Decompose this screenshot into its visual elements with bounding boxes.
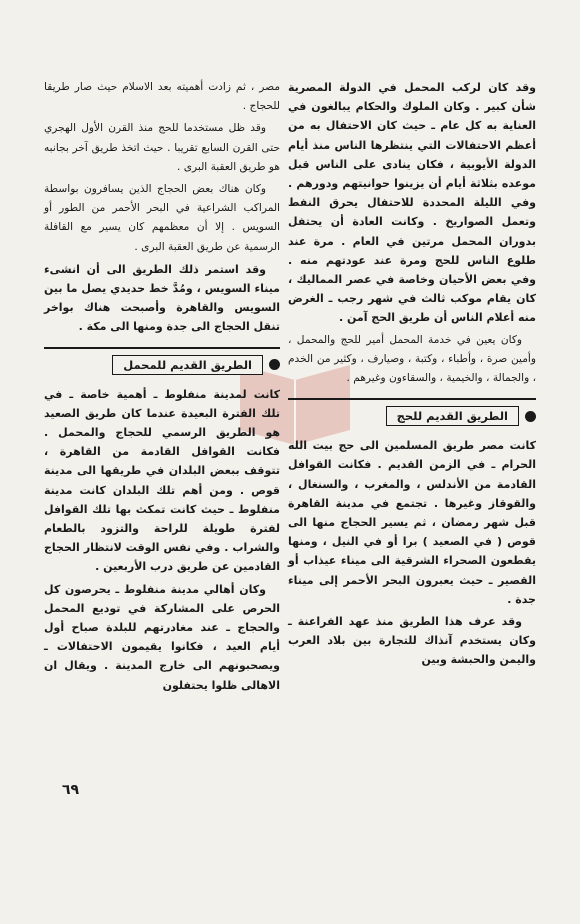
paragraph: وقد استمر ذلك الطريق الى أن انشىء ميناء السويس ، ومُدَّ خط حديدي يصل ما بين السويس والقاهرة وأصبحت هناك بواخر تنقل الحجاج الى جدة ومنها الى مكة . [44,262,280,334]
right-column [288,78,536,673]
paragraph: كانت لمدينة منفلوط ـ أهمية خاصة ـ في تلك الفترة البعيدة عندما كان طريق الصعيد هو الطريق الرسمي للحجاج والمحمل . فكانت القوافل القادمة من القاهرة ، تتوقف ببعض البلدان في طريقها الى مدينة قوص . ومن أهم تلك البلدان كانت مدينة منفلوط ـ حيث كانت تمكث بها تلك القوافل لفترة طويلة للراحة والتزود بالطعام والشراب . وفي نفس الوقت لانتظار الحجاج القادمين عن طريق درب الأربعين . [44,387,280,574]
section-divider [288,398,536,400]
section-divider [44,347,280,349]
paragraph: وكان يعين في خدمة المحمل أمير للحج والمحمل ، وأمين صرة ، وأطباء ، وكتبة ، وصيارف ، وكثير من الخدم ، والجمالة ، والخيمية ، والسقاءون وغيرهم . [288,333,536,385]
section-heading [288,406,536,426]
paragraph: وكان هناك بعض الحجاج الذين يسافرون بواسطة المراكب الشراعية في البحر الأحمر من الطور أو السويس . إلا أن معظمهم كان يسير مع القافلة الرسمية عن طريق العقبة البرى . [44,183,280,253]
paragraph: وقد عرف هذا الطريق منذ عهد الفراعنة ـ وكان يستخدم آنذاك للتجارة بين بلاد العرب واليمن والحبشة وبين [288,615,536,667]
left-column [44,78,280,698]
paragraph: وقد كان لركب المحمل في الدولة المصرية شأن كبير . وكان الملوك والحكام يبالغون في العناية به كل عام ـ حيث كان الاحتفال به من أعظم الاحتفالات التي ينتظرها الناس منذ أيام الدولة الأيوبية ، فكان ينادى على الناس قبل موعده بثلاثة أيام أن يزينوا حوانيتهم ودورهم . وفي الليلة المحددة للاحتفال يحرق النفط وتعمل الصواريخ . وكانت العادة أن يحتفل بدوران المحمل مرتين في العام . مرة عند طلوع الناس للحج ومرة عند عودتهم منه . وفي بعض الأحيان وخاصة في عصر المماليك ، كان يقام موكب ثالث في شهر رجب ـ الغرض منه أعلام الناس أن طريق الحج آمن . [288,81,536,325]
paragraph: كانت مصر طريق المسلمين الى حج بيت الله الحرام ـ في الزمن القديم . فكانت القوافل القادمة من الأندلس ، والمغرب ، والسنغال ، والقوقاز وغيرها . تجتمع في مدينة القاهرة قبل شهر رمضان ، ثم يسير الحجاج منها الى قوص ( في الصعيد ) برا أو في النيل ، ومنها يقطعون الصحراء الشرقية الى ميناء عيذاب أو القصير ـ حيث يعبرون البحر الأحمر إلى ميناء جدة . [288,439,536,606]
paragraph: وقد ظل مستخدما للحج منذ القرن الأول الهجري حتى القرن السابع تقريبا . حيث اتخذ طريق آخر بجانبه هو طريق العقبة البرى . [44,122,280,173]
bullet-icon [525,411,536,422]
page-number: ٦٩ [62,782,80,798]
bullet-icon [269,359,280,370]
section-heading [44,355,280,375]
section-title: الطريق القديم للحج [386,406,519,426]
section-title: الطريق القديم للمحمل [112,355,263,375]
paragraph: مصر ، ثم زادت أهميته بعد الاسلام حيث صار طريقا للحجاج . [44,81,280,113]
paragraph: وكان أهالي مدينة منفلوط ـ يحرصون كل الحرص على المشاركة في توديع المحمل والحجاج ـ عند مغادرتهم للبلدة صباح أول أيام العيد ، فكانوا يقيمون الاحتفالات ـ ويصحبونهم الى خارج المدينة . ويقال ان الاهالى ظلوا يحتفلون [44,582,280,692]
